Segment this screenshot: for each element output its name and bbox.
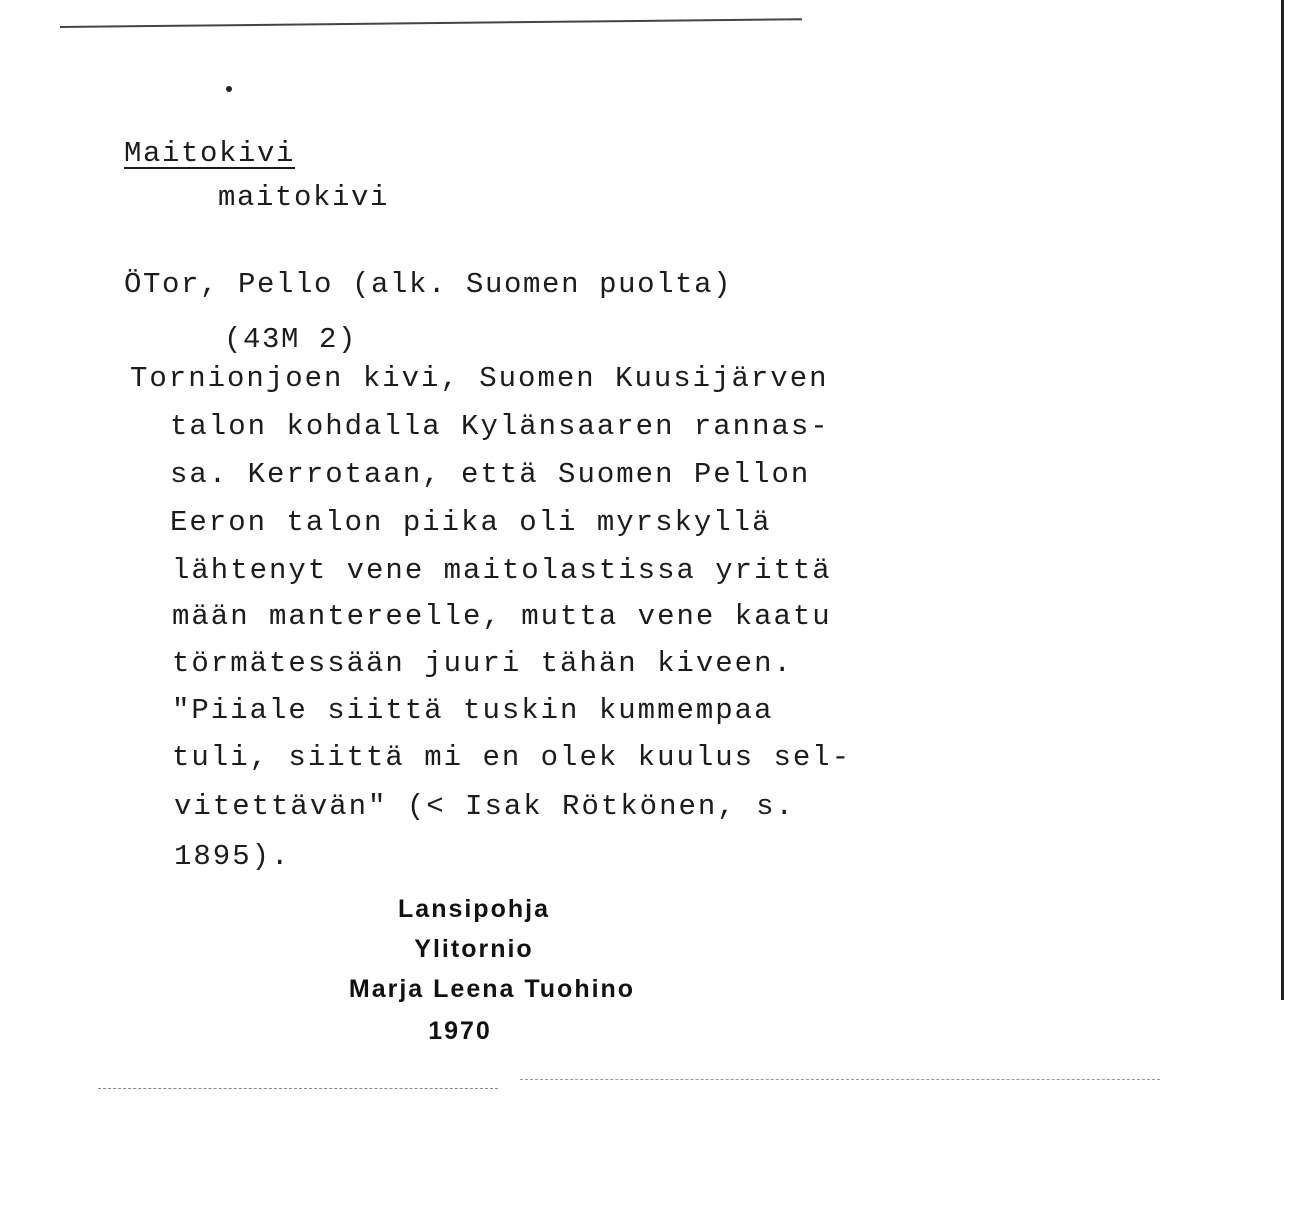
body-line: vitettävän" (< Isak Rötkönen, s. xyxy=(174,790,795,823)
body-line: 1895). xyxy=(174,840,291,873)
entry-title: Maitokivi xyxy=(124,137,296,170)
bottom-rule-left xyxy=(98,1088,498,1089)
body-line: tuli, siittä mi en olek kuulus sel- xyxy=(172,741,852,774)
stamp-municipality: Ylitornio xyxy=(414,935,534,963)
body-line: "Piiale siittä tuskin kummempaa xyxy=(172,694,774,727)
top-rule xyxy=(60,18,802,28)
bottom-rule-right xyxy=(520,1079,1160,1080)
entry-place: ÖTor, Pello (alk. Suomen puolta) xyxy=(124,268,733,301)
body-line: talon kohdalla Kylänsaaren rannas- xyxy=(170,410,830,443)
body-line: sa. Kerrotaan, että Suomen Pellon xyxy=(170,458,811,491)
body-line: Tornionjoen kivi, Suomen Kuusijärven xyxy=(130,362,829,395)
entry-code: (43M 2) xyxy=(224,323,358,356)
body-line: törmätessään juuri tähän kiveen. xyxy=(172,647,793,680)
body-line: mään mantereelle, mutta vene kaatu xyxy=(172,600,832,633)
stamp-collector: Marja Leena Tuohino xyxy=(348,975,636,1003)
stamp-region: Lansipohja xyxy=(398,895,550,923)
body-line: Eeron talon piika oli myrskyllä xyxy=(170,506,772,539)
ink-speck xyxy=(226,86,232,92)
entry-subtitle: maitokivi xyxy=(218,181,390,214)
stamp-year: 1970 xyxy=(428,1017,492,1045)
body-line: lähtenyt vene maitolastissa yrittä xyxy=(172,554,832,587)
card-edge xyxy=(1281,0,1284,1000)
